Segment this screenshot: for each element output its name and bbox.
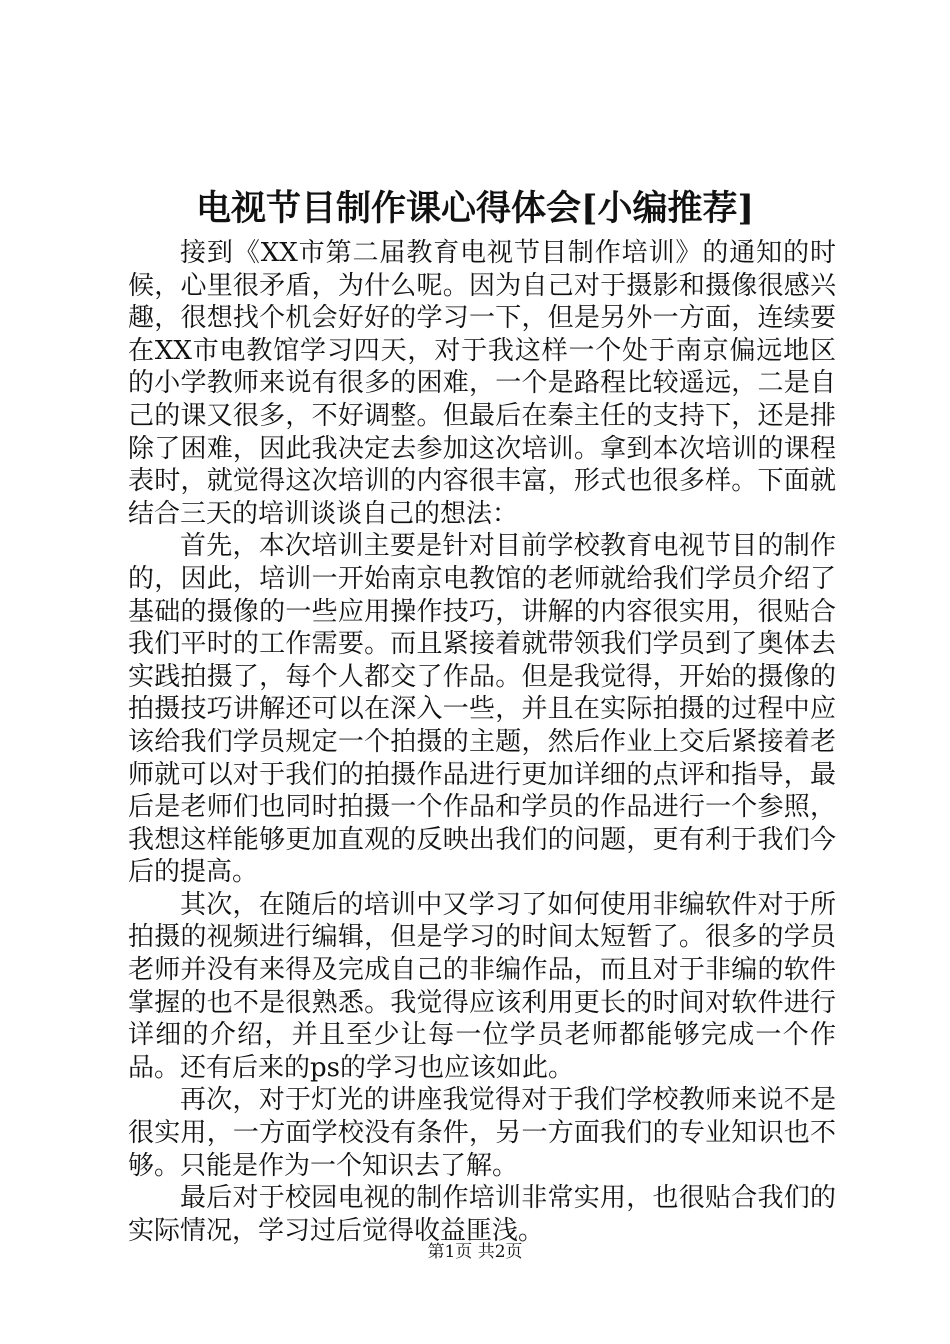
page-number-footer: 第1页 共2页 xyxy=(427,1242,523,1262)
paragraph-first-point: 首先，本次培训主要是针对目前学校教育电视节目的制作的，因此，培训一开始南京电教馆的老师就给我们学员介绍了基础的摄像的一些应用操作技巧，讲解的内容很实用，很贴合我们平时的工作需要。而且紧接着就带领我们学员到了奥体去实践拍摄了，每个人都交了作品。但是我觉得，开始的摄像的拍摄技巧讲解还可以在深入一些，并且在实际拍摄的过程中应该给我们学员规定一个拍摄的主题，然后作业上交后紧接着老师就可以对于我们的拍摄作品进行更加详细的点评和指导，最后是老师们也同时拍摄一个作品和学员的作品进行一个参照，我想这样能够更加直观的反映出我们的问题，更有利于我们今后的提高。 xyxy=(128,531,836,888)
paragraph-second-point: 其次，在随后的培训中又学习了如何使用非编软件对于所拍摄的视频进行编辑，但是学习的时间太短暂了。很多的学员老师并没有来得及完成自己的非编作品，而且对于非编的软件掌握的也不是很熟悉。我觉得应该利用更长的时间对软件进行详细的介绍，并且至少让每一位学员老师都能够完成一个作品。还有后来的ps的学习也应该如此。 xyxy=(128,889,836,1083)
document-body xyxy=(128,237,836,1247)
paragraph-intro: 接到《XX市第二届教育电视节目制作培训》的通知的时候，心里很矛盾，为什么呢。因为自己对于摄影和摄像很感兴趣，很想找个机会好好的学习一下，但是另外一方面，连续要在XX市电教馆学习四天，对于我这样一个处于南京偏远地区的小学教师来说有很多的困难，一个是路程比较遥远，二是自己的课又很多，不好调整。但最后在秦主任的支持下，还是排除了困难，因此我决定去参加这次培训。拿到本次培训的课程表时，就觉得这次培训的内容很丰富，形式也很多样。下面就结合三天的培训谈谈自己的想法： xyxy=(128,238,836,529)
paragraph-third-point: 再次，对于灯光的讲座我觉得对于我们学校教师来说不是很实用，一方面学校没有条件，另一方面我们的专业知识也不够。只能是作为一个知识去了解。 xyxy=(128,1085,836,1181)
paragraph-conclusion: 最后对于校园电视的制作培训非常实用，也很贴合我们的实际情况，学习过后觉得收益匪浅。 xyxy=(128,1183,836,1246)
document-title: 电视节目制作课心得体会[小编推荐] xyxy=(195,188,755,229)
